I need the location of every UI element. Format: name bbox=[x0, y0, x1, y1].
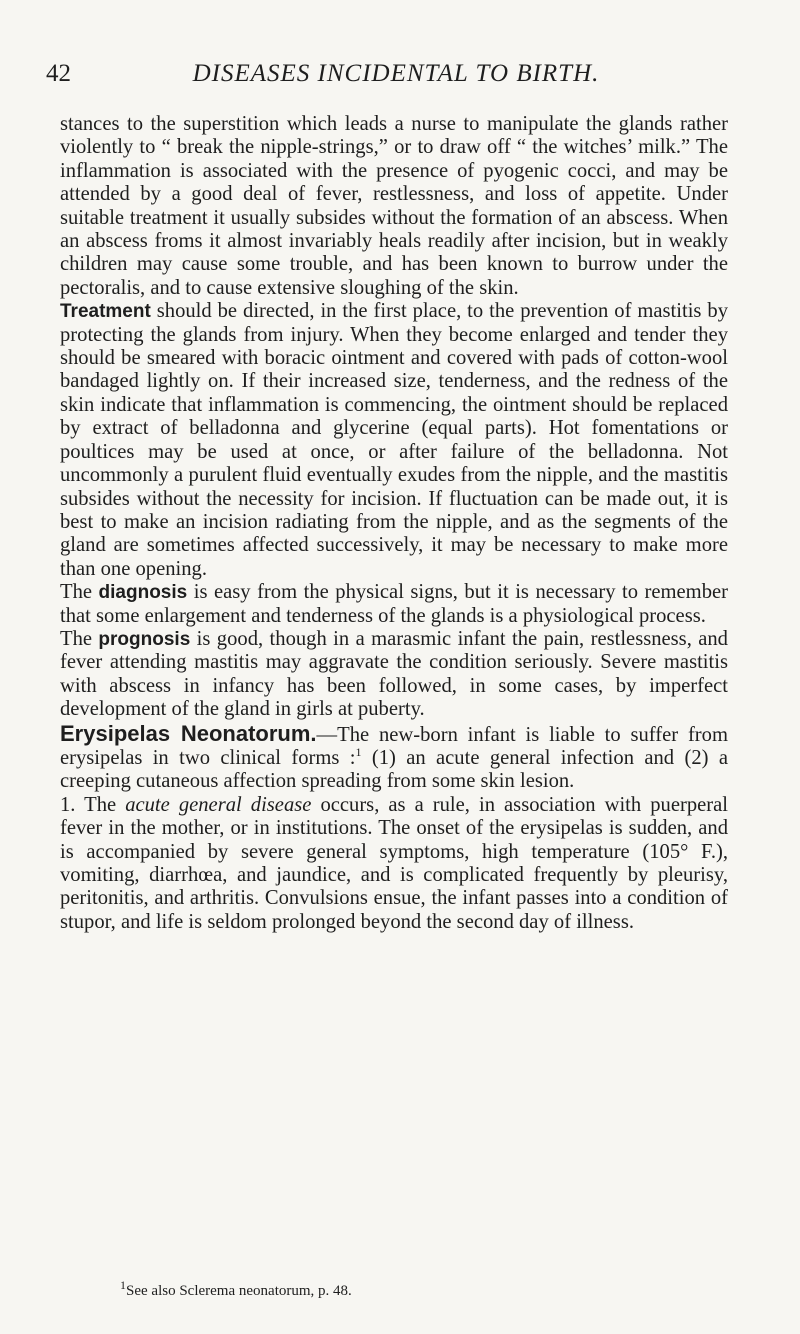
footnote-reference: 1 bbox=[355, 745, 362, 760]
paragraph-prognosis: The prognosis is good, though in a marasmic infant the pain, restlessness, and fever attending mastitis may aggravate the condition seriously. Severe mastitis with abscess in infancy has been followed, in some cases, by imperfect development of the gland in girls at puberty. bbox=[60, 627, 728, 721]
prognosis-heading: prognosis bbox=[98, 628, 191, 650]
treatment-heading: Treatment bbox=[60, 301, 151, 323]
paragraph-acute-disease: 1. The acute general disease occurs, as a rule, in association with puerperal fever in the mother, or in institutions. The onset of the erysipelas is sudden, and is accompanied by severe general symptoms, high temperature (105° F.), vomiting, diarrhœa, and jaundice, and is complicated frequently by pleurisy, peritonitis, and arthritis. Convulsions ensue, the infant passes into a condition of stupor, and life is seldom prolonged beyond the second day of illness. bbox=[60, 793, 728, 933]
paragraph-erysipelas: Erysipelas Neonatorum.—The new-born infant is liable to suffer from erysipelas in two clinical forms :$^1$ (1) an acute general infection and (2) a creeping cutaneous affection spreading from some skin lesion. bbox=[60, 720, 728, 793]
body-text bbox=[60, 113, 728, 934]
running-head: DISEASES INCIDENTAL TO BIRTH. bbox=[192, 60, 600, 87]
paragraph-diagnosis: The diagnosis is easy from the physical signs, but it is necessary to remember that some enlargement and tenderness of the glands is a physiological process. bbox=[60, 581, 728, 627]
erysipelas-heading: Erysipelas Neonatorum. bbox=[60, 720, 317, 746]
paragraph-continuation: stances to the superstition which leads a nurse to manipulate the glands rather violently to “ break the nipple-strings,” or to draw off “ the witches’ milk.” The inflammation is associated with the presence of pyogenic cocci, and may be attended by a good deal of fever, restlessness, and loss of appetite. Under suitable treatment it usually subsides without the formation of an abscess. When an abscess froms it almost invariably heals readily after incision, but in weakly children may cause some trouble, and has been known to burrow under the pectoralis, and to cause extensive sloughing of the skin. bbox=[60, 113, 728, 299]
footnote-marker: 1 bbox=[120, 1278, 126, 1292]
page-header bbox=[46, 60, 746, 100]
footnote bbox=[120, 1278, 720, 1300]
footnote-text: See also Sclerema neonatorum, p. 48. bbox=[126, 1283, 352, 1299]
acute-disease-term: acute general disease bbox=[125, 793, 312, 816]
diagnosis-heading: diagnosis bbox=[98, 582, 188, 604]
paragraph-treatment: Treatment should be directed, in the first place, to the prevention of mastitis by protecting the glands from injury. When they become enlarged and tender they should be smeared with boracic ointment and covered with pads of cotton-wool bandaged lightly on. If their increased size, tenderness, and the redness of the skin indicate that inflammation is commencing, the ointment should be replaced by extract of belladonna and glycerine (equal parts). Hot fomentations or poultices may be used at once, or after failure of the belladonna. Not uncommonly a purulent fluid eventually exudes from the nipple, and the mastitis subsides without the necessity for incision. If fluctuation can be made out, it is best to make an incision radiating from the nipple, and as the segments of the gland are sometimes affected successively, it may be necessary to make more than one opening. bbox=[60, 300, 728, 580]
page-number: 42 bbox=[46, 60, 71, 87]
